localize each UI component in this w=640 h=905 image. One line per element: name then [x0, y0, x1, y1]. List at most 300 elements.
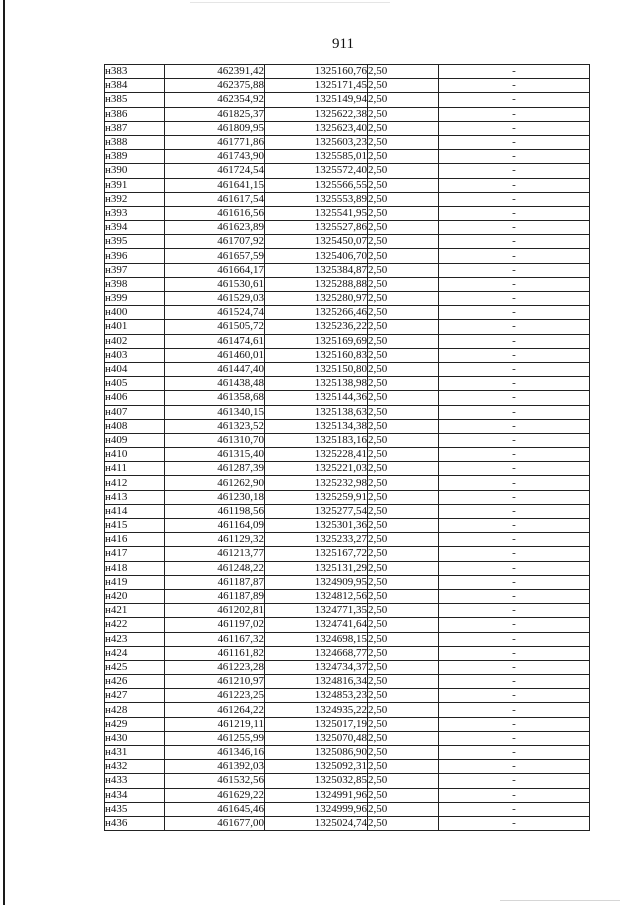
point-id-cell: н411	[105, 462, 165, 476]
y-coordinate-cell: 1324668,77	[265, 646, 368, 660]
table-row	[105, 221, 590, 235]
y-coordinate-cell: 1325622,38	[265, 107, 368, 121]
x-coordinate-cell: 461219,11	[165, 717, 265, 731]
point-id-cell: н415	[105, 519, 165, 533]
table-row	[105, 816, 590, 830]
point-id-cell: н394	[105, 221, 165, 235]
y-coordinate-cell: 1325134,38	[265, 419, 368, 433]
table-row	[105, 377, 590, 391]
table-row	[105, 277, 590, 291]
x-coordinate-cell: 461629,22	[165, 788, 265, 802]
x-coordinate-cell: 461809,95	[165, 121, 265, 135]
table-row	[105, 362, 590, 376]
point-id-cell: н403	[105, 348, 165, 362]
y-coordinate-cell: 1325092,31	[265, 760, 368, 774]
y-coordinate-cell: 1325585,01	[265, 150, 368, 164]
table-row	[105, 292, 590, 306]
table-row	[105, 703, 590, 717]
table-row	[105, 604, 590, 618]
note-cell: -	[439, 589, 590, 603]
point-id-cell: н390	[105, 164, 165, 178]
table-row	[105, 192, 590, 206]
table-row	[105, 433, 590, 447]
table-row	[105, 235, 590, 249]
accuracy-cell: 2,50	[368, 419, 439, 433]
accuracy-cell: 2,50	[368, 306, 439, 320]
x-coordinate-cell: 461223,25	[165, 689, 265, 703]
point-id-cell: н407	[105, 405, 165, 419]
coordinates-table	[104, 64, 590, 831]
y-coordinate-cell: 1324812,56	[265, 589, 368, 603]
accuracy-cell: 2,50	[368, 490, 439, 504]
point-id-cell: н402	[105, 334, 165, 348]
point-id-cell: н417	[105, 547, 165, 561]
table-row	[105, 788, 590, 802]
note-cell: -	[439, 249, 590, 263]
note-cell: -	[439, 731, 590, 745]
note-cell: -	[439, 292, 590, 306]
table-row	[105, 660, 590, 674]
y-coordinate-cell: 1325150,80	[265, 362, 368, 376]
accuracy-cell: 2,50	[368, 788, 439, 802]
note-cell: -	[439, 646, 590, 660]
y-coordinate-cell: 1325171,45	[265, 79, 368, 93]
note-cell: -	[439, 377, 590, 391]
note-cell: -	[439, 746, 590, 760]
x-coordinate-cell: 461616,56	[165, 206, 265, 220]
point-id-cell: н385	[105, 93, 165, 107]
note-cell: -	[439, 448, 590, 462]
note-cell: -	[439, 235, 590, 249]
table-row	[105, 79, 590, 93]
point-id-cell: н404	[105, 362, 165, 376]
x-coordinate-cell: 461825,37	[165, 107, 265, 121]
point-id-cell: н395	[105, 235, 165, 249]
note-cell: -	[439, 561, 590, 575]
table-row	[105, 618, 590, 632]
y-coordinate-cell: 1325149,94	[265, 93, 368, 107]
point-id-cell: н429	[105, 717, 165, 731]
note-cell: -	[439, 802, 590, 816]
accuracy-cell: 2,50	[368, 93, 439, 107]
accuracy-cell: 2,50	[368, 334, 439, 348]
note-cell: -	[439, 362, 590, 376]
note-cell: -	[439, 334, 590, 348]
y-coordinate-cell: 1325144,36	[265, 391, 368, 405]
table-row	[105, 675, 590, 689]
table-row	[105, 746, 590, 760]
accuracy-cell: 2,50	[368, 575, 439, 589]
table-row	[105, 391, 590, 405]
note-cell: -	[439, 490, 590, 504]
x-coordinate-cell: 461315,40	[165, 448, 265, 462]
table-row	[105, 632, 590, 646]
accuracy-cell: 2,50	[368, 79, 439, 93]
accuracy-cell: 2,50	[368, 646, 439, 660]
note-cell: -	[439, 320, 590, 334]
accuracy-cell: 2,50	[368, 121, 439, 135]
table-row	[105, 107, 590, 121]
x-coordinate-cell: 461262,90	[165, 476, 265, 490]
accuracy-cell: 2,50	[368, 547, 439, 561]
accuracy-cell: 2,50	[368, 731, 439, 745]
point-id-cell: н384	[105, 79, 165, 93]
table-row	[105, 504, 590, 518]
y-coordinate-cell: 1324999,96	[265, 802, 368, 816]
note-cell: -	[439, 79, 590, 93]
x-coordinate-cell: 461677,00	[165, 816, 265, 830]
note-cell: -	[439, 533, 590, 547]
accuracy-cell: 2,50	[368, 221, 439, 235]
note-cell: -	[439, 476, 590, 490]
y-coordinate-cell: 1324909,95	[265, 575, 368, 589]
y-coordinate-cell: 1325266,46	[265, 306, 368, 320]
x-coordinate-cell: 461529,03	[165, 292, 265, 306]
table-row	[105, 121, 590, 135]
x-coordinate-cell: 461323,52	[165, 419, 265, 433]
table-row	[105, 561, 590, 575]
page-number: 911	[332, 36, 354, 52]
x-coordinate-cell: 461210,97	[165, 675, 265, 689]
accuracy-cell: 2,50	[368, 135, 439, 149]
accuracy-cell: 2,50	[368, 660, 439, 674]
table-row	[105, 65, 590, 79]
note-cell: -	[439, 462, 590, 476]
table-row	[105, 320, 590, 334]
x-coordinate-cell: 462354,92	[165, 93, 265, 107]
point-id-cell: н400	[105, 306, 165, 320]
y-coordinate-cell: 1324991,96	[265, 788, 368, 802]
accuracy-cell: 2,50	[368, 632, 439, 646]
point-id-cell: н408	[105, 419, 165, 433]
accuracy-cell: 2,50	[368, 589, 439, 603]
point-id-cell: н383	[105, 65, 165, 79]
y-coordinate-cell: 1325169,69	[265, 334, 368, 348]
table-row	[105, 419, 590, 433]
table-row	[105, 206, 590, 220]
point-id-cell: н421	[105, 604, 165, 618]
y-coordinate-cell: 1324698,15	[265, 632, 368, 646]
accuracy-cell: 2,50	[368, 433, 439, 447]
accuracy-cell: 2,50	[368, 107, 439, 121]
y-coordinate-cell: 1324741,64	[265, 618, 368, 632]
y-coordinate-cell: 1325566,55	[265, 178, 368, 192]
note-cell: -	[439, 405, 590, 419]
accuracy-cell: 2,50	[368, 476, 439, 490]
x-coordinate-cell: 461340,15	[165, 405, 265, 419]
scan-artifact-top	[190, 2, 390, 3]
accuracy-cell: 2,50	[368, 65, 439, 79]
y-coordinate-cell: 1324734,37	[265, 660, 368, 674]
note-cell: -	[439, 760, 590, 774]
point-id-cell: н430	[105, 731, 165, 745]
x-coordinate-cell: 461287,39	[165, 462, 265, 476]
accuracy-cell: 2,50	[368, 717, 439, 731]
point-id-cell: н433	[105, 774, 165, 788]
note-cell: -	[439, 816, 590, 830]
note-cell: -	[439, 632, 590, 646]
x-coordinate-cell: 461460,01	[165, 348, 265, 362]
point-id-cell: н398	[105, 277, 165, 291]
table-row	[105, 689, 590, 703]
note-cell: -	[439, 717, 590, 731]
point-id-cell: н436	[105, 816, 165, 830]
x-coordinate-cell: 461346,16	[165, 746, 265, 760]
point-id-cell: н388	[105, 135, 165, 149]
note-cell: -	[439, 547, 590, 561]
x-coordinate-cell: 461623,89	[165, 221, 265, 235]
y-coordinate-cell: 1324853,23	[265, 689, 368, 703]
note-cell: -	[439, 660, 590, 674]
accuracy-cell: 2,50	[368, 178, 439, 192]
y-coordinate-cell: 1324816,34	[265, 675, 368, 689]
note-cell: -	[439, 575, 590, 589]
y-coordinate-cell: 1325406,70	[265, 249, 368, 263]
x-coordinate-cell: 461530,61	[165, 277, 265, 291]
point-id-cell: н386	[105, 107, 165, 121]
y-coordinate-cell: 1325623,40	[265, 121, 368, 135]
table-row	[105, 646, 590, 660]
y-coordinate-cell: 1325301,36	[265, 519, 368, 533]
point-id-cell: н397	[105, 263, 165, 277]
table-row	[105, 519, 590, 533]
y-coordinate-cell: 1325070,48	[265, 731, 368, 745]
table-row	[105, 178, 590, 192]
point-id-cell: н392	[105, 192, 165, 206]
point-id-cell: н406	[105, 391, 165, 405]
point-id-cell: н431	[105, 746, 165, 760]
note-cell: -	[439, 93, 590, 107]
accuracy-cell: 2,50	[368, 362, 439, 376]
note-cell: -	[439, 689, 590, 703]
table-row	[105, 717, 590, 731]
accuracy-cell: 2,50	[368, 561, 439, 575]
x-coordinate-cell: 461392,03	[165, 760, 265, 774]
y-coordinate-cell: 1325160,83	[265, 348, 368, 362]
note-cell: -	[439, 65, 590, 79]
y-coordinate-cell: 1325131,29	[265, 561, 368, 575]
note-cell: -	[439, 192, 590, 206]
y-coordinate-cell: 1325450,07	[265, 235, 368, 249]
point-id-cell: н391	[105, 178, 165, 192]
point-id-cell: н424	[105, 646, 165, 660]
accuracy-cell: 2,50	[368, 816, 439, 830]
accuracy-cell: 2,50	[368, 519, 439, 533]
x-coordinate-cell: 461664,17	[165, 263, 265, 277]
table-row	[105, 150, 590, 164]
page-left-edge-rule	[3, 0, 5, 905]
x-coordinate-cell: 462375,88	[165, 79, 265, 93]
y-coordinate-cell: 1325603,23	[265, 135, 368, 149]
y-coordinate-cell: 1325277,54	[265, 504, 368, 518]
point-id-cell: н422	[105, 618, 165, 632]
table-row	[105, 448, 590, 462]
x-coordinate-cell: 461438,48	[165, 377, 265, 391]
point-id-cell: н412	[105, 476, 165, 490]
table-row	[105, 589, 590, 603]
accuracy-cell: 2,50	[368, 760, 439, 774]
note-cell: -	[439, 519, 590, 533]
y-coordinate-cell: 1325553,89	[265, 192, 368, 206]
x-coordinate-cell: 461724,54	[165, 164, 265, 178]
accuracy-cell: 2,50	[368, 348, 439, 362]
note-cell: -	[439, 121, 590, 135]
accuracy-cell: 2,50	[368, 675, 439, 689]
accuracy-cell: 2,50	[368, 448, 439, 462]
y-coordinate-cell: 1325138,63	[265, 405, 368, 419]
point-id-cell: н396	[105, 249, 165, 263]
table-row	[105, 490, 590, 504]
point-id-cell: н389	[105, 150, 165, 164]
y-coordinate-cell: 1325259,91	[265, 490, 368, 504]
point-id-cell: н435	[105, 802, 165, 816]
table-row	[105, 476, 590, 490]
y-coordinate-cell: 1325541,95	[265, 206, 368, 220]
table-row	[105, 802, 590, 816]
table-row	[105, 731, 590, 745]
y-coordinate-cell: 1325572,40	[265, 164, 368, 178]
note-cell: -	[439, 150, 590, 164]
point-id-cell: н423	[105, 632, 165, 646]
x-coordinate-cell: 461129,32	[165, 533, 265, 547]
accuracy-cell: 2,50	[368, 504, 439, 518]
accuracy-cell: 2,50	[368, 292, 439, 306]
accuracy-cell: 2,50	[368, 320, 439, 334]
note-cell: -	[439, 618, 590, 632]
point-id-cell: н413	[105, 490, 165, 504]
y-coordinate-cell: 1325236,22	[265, 320, 368, 334]
table-row	[105, 547, 590, 561]
note-cell: -	[439, 348, 590, 362]
coordinates-table-body	[105, 65, 590, 831]
note-cell: -	[439, 788, 590, 802]
accuracy-cell: 2,50	[368, 150, 439, 164]
note-cell: -	[439, 277, 590, 291]
point-id-cell: н425	[105, 660, 165, 674]
x-coordinate-cell: 461771,86	[165, 135, 265, 149]
y-coordinate-cell: 1325138,98	[265, 377, 368, 391]
table-row	[105, 575, 590, 589]
note-cell: -	[439, 675, 590, 689]
y-coordinate-cell: 1325086,90	[265, 746, 368, 760]
x-coordinate-cell: 461310,70	[165, 433, 265, 447]
table-row	[105, 348, 590, 362]
point-id-cell: н418	[105, 561, 165, 575]
x-coordinate-cell: 461161,82	[165, 646, 265, 660]
accuracy-cell: 2,50	[368, 277, 439, 291]
table-row	[105, 135, 590, 149]
x-coordinate-cell: 461213,77	[165, 547, 265, 561]
table-row	[105, 263, 590, 277]
note-cell: -	[439, 306, 590, 320]
accuracy-cell: 2,50	[368, 689, 439, 703]
y-coordinate-cell: 1325024,74	[265, 816, 368, 830]
table-row	[105, 760, 590, 774]
x-coordinate-cell: 461248,22	[165, 561, 265, 575]
accuracy-cell: 2,50	[368, 391, 439, 405]
note-cell: -	[439, 107, 590, 121]
y-coordinate-cell: 1325183,16	[265, 433, 368, 447]
accuracy-cell: 2,50	[368, 249, 439, 263]
table-row	[105, 462, 590, 476]
y-coordinate-cell: 1324771,35	[265, 604, 368, 618]
point-id-cell: н416	[105, 533, 165, 547]
accuracy-cell: 2,50	[368, 192, 439, 206]
x-coordinate-cell: 461202,81	[165, 604, 265, 618]
accuracy-cell: 2,50	[368, 802, 439, 816]
x-coordinate-cell: 461474,61	[165, 334, 265, 348]
x-coordinate-cell: 461167,32	[165, 632, 265, 646]
accuracy-cell: 2,50	[368, 206, 439, 220]
x-coordinate-cell: 461187,87	[165, 575, 265, 589]
point-id-cell: н428	[105, 703, 165, 717]
note-cell: -	[439, 433, 590, 447]
accuracy-cell: 2,50	[368, 405, 439, 419]
x-coordinate-cell: 461187,89	[165, 589, 265, 603]
table-row	[105, 334, 590, 348]
note-cell: -	[439, 703, 590, 717]
note-cell: -	[439, 391, 590, 405]
accuracy-cell: 2,50	[368, 604, 439, 618]
note-cell: -	[439, 774, 590, 788]
point-id-cell: н401	[105, 320, 165, 334]
y-coordinate-cell: 1325527,86	[265, 221, 368, 235]
accuracy-cell: 2,50	[368, 703, 439, 717]
table-row	[105, 405, 590, 419]
accuracy-cell: 2,50	[368, 377, 439, 391]
accuracy-cell: 2,50	[368, 164, 439, 178]
note-cell: -	[439, 178, 590, 192]
note-cell: -	[439, 206, 590, 220]
x-coordinate-cell: 461505,72	[165, 320, 265, 334]
y-coordinate-cell: 1325232,98	[265, 476, 368, 490]
note-cell: -	[439, 221, 590, 235]
y-coordinate-cell: 1325280,97	[265, 292, 368, 306]
note-cell: -	[439, 164, 590, 178]
note-cell: -	[439, 263, 590, 277]
table-row	[105, 249, 590, 263]
x-coordinate-cell: 461707,92	[165, 235, 265, 249]
scan-artifact-bottom	[500, 900, 620, 901]
note-cell: -	[439, 135, 590, 149]
x-coordinate-cell: 461198,56	[165, 504, 265, 518]
point-id-cell: н434	[105, 788, 165, 802]
x-coordinate-cell: 461641,15	[165, 178, 265, 192]
x-coordinate-cell: 461524,74	[165, 306, 265, 320]
x-coordinate-cell: 461255,99	[165, 731, 265, 745]
note-cell: -	[439, 604, 590, 618]
accuracy-cell: 2,50	[368, 263, 439, 277]
point-id-cell: н419	[105, 575, 165, 589]
point-id-cell: н426	[105, 675, 165, 689]
point-id-cell: н393	[105, 206, 165, 220]
x-coordinate-cell: 461197,02	[165, 618, 265, 632]
x-coordinate-cell: 461532,56	[165, 774, 265, 788]
y-coordinate-cell: 1325221,03	[265, 462, 368, 476]
point-id-cell: н409	[105, 433, 165, 447]
note-cell: -	[439, 419, 590, 433]
y-coordinate-cell: 1325228,41	[265, 448, 368, 462]
y-coordinate-cell: 1325233,27	[265, 533, 368, 547]
y-coordinate-cell: 1324935,22	[265, 703, 368, 717]
x-coordinate-cell: 461358,68	[165, 391, 265, 405]
note-cell: -	[439, 504, 590, 518]
point-id-cell: н387	[105, 121, 165, 135]
x-coordinate-cell: 461230,18	[165, 490, 265, 504]
point-id-cell: н405	[105, 377, 165, 391]
point-id-cell: н399	[105, 292, 165, 306]
x-coordinate-cell: 462391,42	[165, 65, 265, 79]
